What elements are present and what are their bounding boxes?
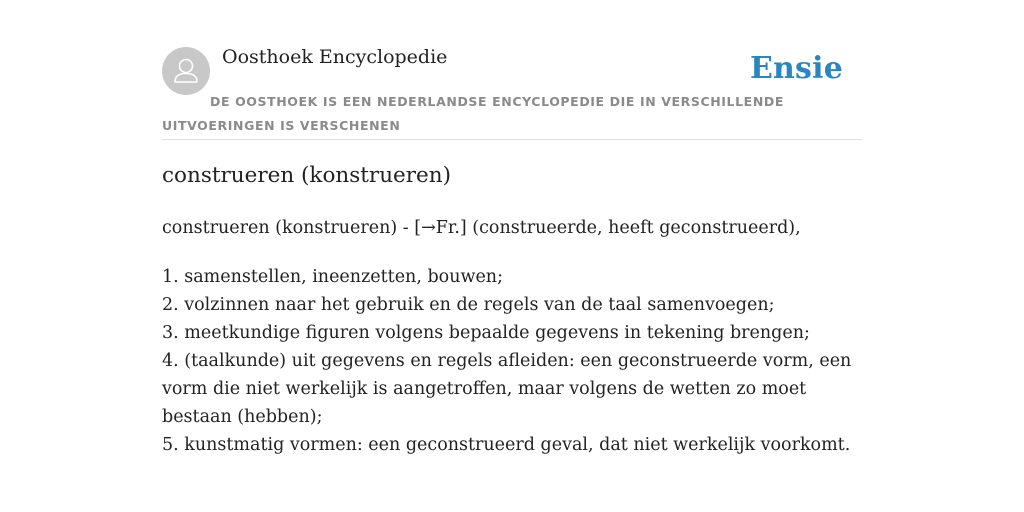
- source-title[interactable]: Oosthoek Encyclopedie: [222, 46, 448, 68]
- entry-title: construeren (konstrueren): [162, 163, 452, 188]
- sense-item: 3. meetkundige figuren volgens bepaalde gegevens in tekening brengen;: [162, 323, 810, 343]
- source-avatar[interactable]: [162, 47, 210, 95]
- sense-item: 1. samenstellen, ineenzetten, bouwen;: [162, 267, 503, 287]
- sense-item: 4. (taalkunde) uit gegevens en regels afleiden: een geconstrueerde vorm, een vorm die niet werkelijk is aangetroffen, maar volgens de wetten zo moet bestaan (hebben);: [162, 351, 852, 427]
- user-icon: [162, 47, 210, 95]
- sense-list: [162, 263, 862, 459]
- ensie-logo[interactable]: Ensie: [749, 51, 843, 86]
- source-description: DE OOSTHOEK IS EEN NEDERLANDSE ENCYCLOPEDIE DIE IN VERSCHILLENDE UITVOERINGEN IS VERSCHENEN: [162, 94, 784, 133]
- entry-headline: construeren (konstrueren) - [→Fr.] (construeerde, heeft geconstrueerd),: [162, 218, 801, 238]
- source-header: [162, 0, 862, 140]
- sense-item: 2. volzinnen naar het gebruik en de regels van de taal samenvoegen;: [162, 295, 775, 315]
- page-container: [162, 0, 862, 455]
- sense-item: 5. kunstmatig vormen: een geconstrueerd geval, dat niet werkelijk voorkomt.: [162, 435, 851, 455]
